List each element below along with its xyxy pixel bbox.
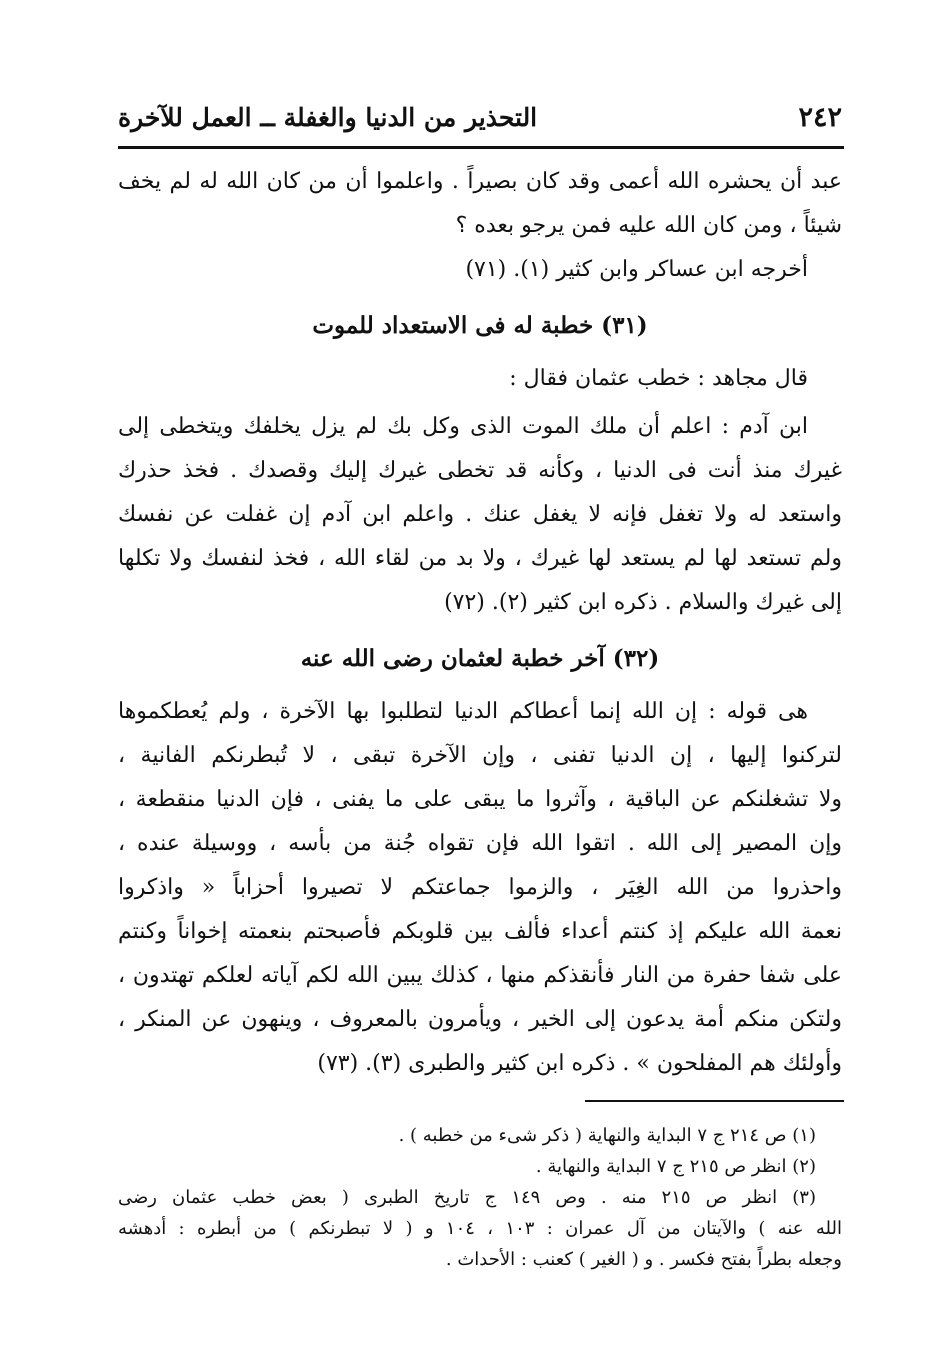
footnote-rule <box>585 1100 844 1102</box>
source-citation: أخرجه ابن عساكر وابن كثير (١). (٧١) <box>465 257 808 282</box>
text-line: ابن آدم : اعلم أن ملك الموت الذى وكل بك لم يزل يخلفك ويتخطى إلى <box>118 414 808 439</box>
header-rule <box>118 146 844 149</box>
section-31-paragraph <box>118 405 842 625</box>
text-line: هى قوله : إن الله إنما أعطاكم الدنيا لتطلبوا بها الآخرة ، ولم يُعطكموها <box>118 699 808 724</box>
continuation-paragraph <box>118 160 842 292</box>
text-line: ولا تشغلنكم عن الباقية ، وآثروا ما يبقى على ما يفنى ، فإن الدنيا منقطعة ، <box>118 787 842 812</box>
text-line: وإن المصير إلى الله . اتقوا الله فإن تقواه جُنة من بأسه ، ووسيلة عنده ، <box>118 831 842 856</box>
section-31-intro <box>118 357 842 401</box>
page-header <box>118 96 842 138</box>
running-title: التحذير من الدنيا والغفلة ــ العمل للآخرة <box>118 102 538 132</box>
text-line: واحذروا من الله الغِيَر ، والزموا جماعتكم لا تصيروا أحزاباً « واذكروا <box>118 875 842 900</box>
footnote: (١) ص ٢١٤ ج ٧ البداية والنهاية ( ذكر شىء من خطبه ) . <box>398 1125 816 1146</box>
section-heading-31: (٣١) خطبة له فى الاستعداد للموت <box>312 312 648 339</box>
text-line: قال مجاهد : خطب عثمان فقال : <box>509 366 808 391</box>
section-32-paragraph <box>118 690 842 1086</box>
footnote-continuation: الله عنه ) والآيتان من آل عمران : ١٠٣ ، ١٠٤ و ( لا تبطرنكم ) من أبطره : أدهشه <box>118 1218 842 1239</box>
text-line: إلى غيرك والسلام . ذكره ابن كثير (٢). (٧٢) <box>444 590 842 615</box>
text-line: شيئاً ، ومن كان الله عليه فمن يرجو بعده ؟ <box>455 213 842 238</box>
page-number: ٢٤٢ <box>798 101 842 133</box>
footnote: (٢) انظر ص ٢١٥ ج ٧ البداية والنهاية . <box>535 1156 816 1177</box>
text-line: على شفا حفرة من النار فأنقذكم منها ، كذلك يبين الله لكم آياته لعلكم تهتدون ، <box>118 963 842 988</box>
text-line: ولم تستعد لها لم يستعد لها غيرك ، ولا بد من لقاء الله ، فخذ لنفسك ولا تكلها <box>118 546 843 571</box>
footnotes <box>118 1120 842 1275</box>
footnote-continuation: وجعله بطراً بفتح فكسر . و ( الغير ) كعنب : الأحداث . <box>445 1249 842 1270</box>
text-line: وأولئك هم المفلحون » . ذكره ابن كثير والطبرى (٣). (٧٣) <box>317 1051 842 1076</box>
text-line: واستعد له ولا تغفل فإنه لا يغفل عنك . واعلم ابن آدم إن غفلت عن نفسك <box>118 502 842 527</box>
section-heading-32: (٣٢) آخر خطبة لعثمان رضى الله عنه <box>300 645 660 672</box>
text-line: نعمة الله عليكم إذ كنتم أعداء فألف بين قلوبكم فأصبحتم بنعمته إخواناً وكنتم <box>118 919 842 944</box>
footnote: (٣) انظر ص ٢١٥ منه . وص ١٤٩ ج تاريخ الطبرى ( بعض خطب عثمان رضى <box>118 1187 816 1208</box>
text-line: غيرك منذ أنت فى الدنيا ، وكأنه قد تخطى غيرك إليك وقصدك . فخذ حذرك <box>118 458 842 483</box>
text-line: عبد أن يحشره الله أعمى وقد كان بصيراً . واعلموا أن من كان الله له لم يخف <box>118 169 842 194</box>
text-line: لتركنوا إليها ، إن الدنيا تفنى ، وإن الآخرة تبقى ، لا تُبطرنكم الفانية ، <box>118 743 842 768</box>
text-line: ولتكن منكم أمة يدعون إلى الخير ، ويأمرون بالمعروف ، وينهون عن المنكر ، <box>118 1007 842 1032</box>
